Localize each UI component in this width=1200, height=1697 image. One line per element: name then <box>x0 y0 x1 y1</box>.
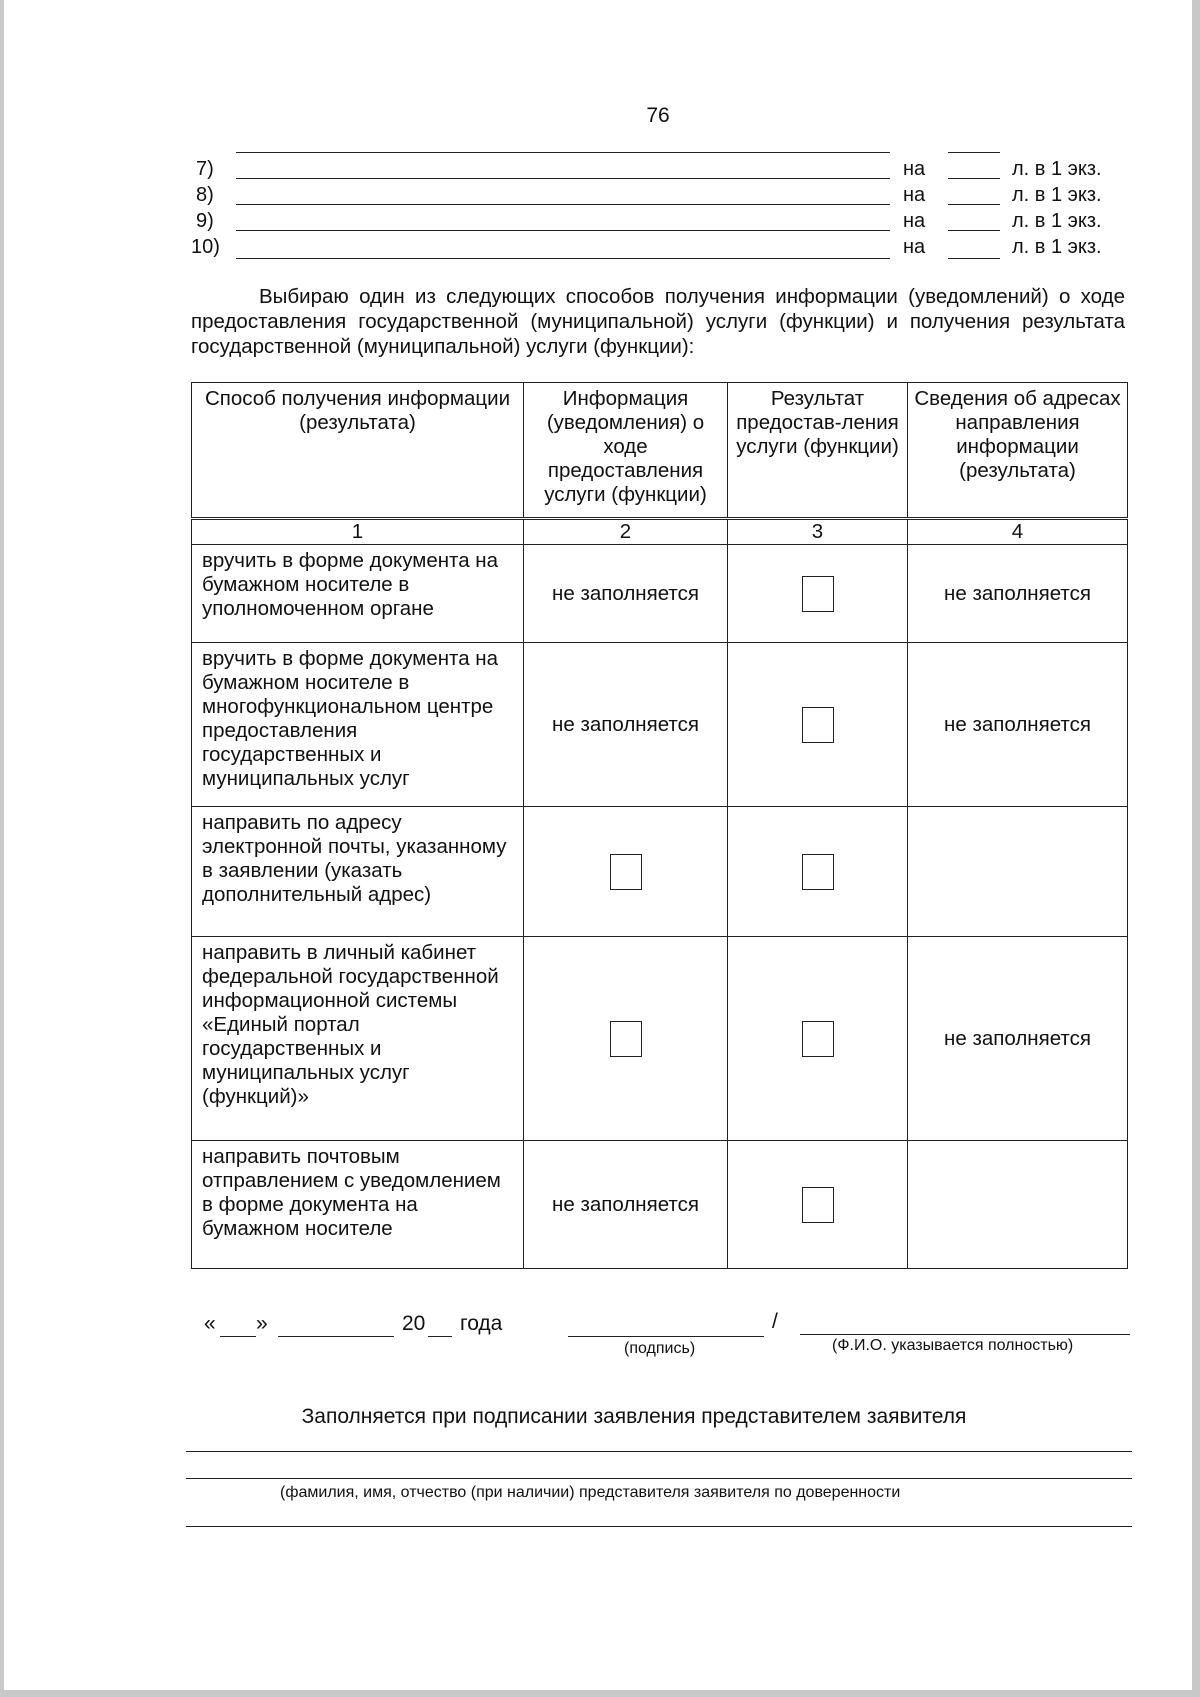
method-cell: вручить в форме документа на бумажном носителе в уполномоченном органе <box>192 545 524 643</box>
attachment-name-line <box>236 178 890 179</box>
na-label: на <box>903 236 926 258</box>
attachment-number: 8) <box>196 184 214 206</box>
year-field[interactable] <box>428 1336 452 1337</box>
address-cell[interactable] <box>908 1141 1128 1269</box>
header-address: Сведения об адресах направления информации (результата) <box>908 383 1128 519</box>
method-cell: направить почтовым отправлением с уведомлением в форме документа на бумажном носителе <box>192 1141 524 1269</box>
year-prefix: 20 <box>402 1312 426 1335</box>
attachment-count-line <box>948 204 1000 205</box>
table-row <box>192 643 1128 807</box>
address-cell: не заполняется <box>908 937 1128 1141</box>
table-row <box>192 937 1128 1141</box>
table-row <box>192 1141 1128 1269</box>
representative-line-2[interactable] <box>186 1478 1132 1479</box>
table-row <box>192 545 1128 643</box>
paragraph-text: Выбираю один из следующих способов получения информации (уведомлений) о ходе предоставления государственной (муниципальной) услуги (функции) и получения результата государственной (муниципальной) услуги (функции): <box>191 285 1125 358</box>
fio-field[interactable] <box>800 1334 1130 1335</box>
column-number: 1 <box>192 519 524 545</box>
na-label: на <box>903 184 926 206</box>
representative-title: Заполняется при подписании заявления представителем заявителя <box>301 1405 967 1428</box>
day-field[interactable] <box>220 1336 256 1337</box>
attachment-count-line <box>948 258 1000 259</box>
result-cell <box>728 545 908 643</box>
result-cell <box>728 643 908 807</box>
month-field[interactable] <box>278 1336 394 1337</box>
signature-slash: / <box>772 1310 778 1333</box>
selection-paragraph <box>191 284 1125 359</box>
attachment-line-6 <box>236 152 890 153</box>
address-cell: не заполняется <box>908 545 1128 643</box>
attachment-count-line <box>948 178 1000 179</box>
year-suffix: года <box>460 1312 503 1335</box>
copies-label: л. в 1 экз. <box>1012 236 1102 258</box>
result-cell <box>728 1141 908 1269</box>
result-checkbox[interactable] <box>802 1021 834 1057</box>
info-cell: не заполняется <box>524 1141 728 1269</box>
result-checkbox[interactable] <box>802 576 834 612</box>
info-checkbox[interactable] <box>610 1021 642 1057</box>
representative-line-3[interactable] <box>186 1526 1132 1527</box>
page-number: 76 <box>646 104 670 127</box>
info-checkbox[interactable] <box>610 854 642 890</box>
method-cell: вручить в форме документа на бумажном носителе в многофункциональном центре предоставления государственных и муниципальных услуг <box>192 643 524 807</box>
column-number: 4 <box>908 519 1128 545</box>
delivery-methods-table <box>191 382 1128 1269</box>
info-cell <box>524 807 728 937</box>
na-label: на <box>903 210 926 232</box>
result-cell <box>728 807 908 937</box>
attachment-count-line-6 <box>948 152 1000 153</box>
representative-line-1[interactable] <box>186 1451 1132 1452</box>
column-number-row <box>192 519 1128 545</box>
info-cell <box>524 937 728 1141</box>
fio-caption: (Ф.И.О. указывается полностью) <box>832 1337 1074 1354</box>
attachment-number: 10) <box>191 236 220 258</box>
address-cell: не заполняется <box>908 643 1128 807</box>
result-checkbox[interactable] <box>802 854 834 890</box>
attachment-number: 7) <box>196 158 214 180</box>
date-quote-close: » <box>256 1312 268 1335</box>
attachment-name-line <box>236 230 890 231</box>
header-method: Способ получения информации (результата) <box>192 383 524 519</box>
attachment-name-line <box>236 258 890 259</box>
table-header-row <box>192 383 1128 519</box>
attachment-count-line <box>948 230 1000 231</box>
attachment-name-line <box>236 204 890 205</box>
copies-label: л. в 1 экз. <box>1012 158 1102 180</box>
na-label: на <box>903 158 926 180</box>
date-quote-open: « <box>204 1312 216 1335</box>
header-result: Результат предостав-ления услуги (функции) <box>728 383 908 519</box>
copies-label: л. в 1 экз. <box>1012 184 1102 206</box>
result-checkbox[interactable] <box>802 707 834 743</box>
method-cell: направить в личный кабинет федеральной государственной информационной системы «Единый портал государственных и муниципальных услуг (функций)» <box>192 937 524 1141</box>
info-cell: не заполняется <box>524 545 728 643</box>
header-info: Информация (уведомления) о ходе предоставления услуги (функции) <box>524 383 728 519</box>
document-page <box>4 0 1192 1690</box>
representative-caption: (фамилия, имя, отчество (при наличии) представителя заявителя по доверенности <box>280 1484 901 1501</box>
copies-label: л. в 1 экз. <box>1012 210 1102 232</box>
table-row <box>192 807 1128 937</box>
signature-field[interactable] <box>568 1336 764 1337</box>
column-number: 3 <box>728 519 908 545</box>
result-checkbox[interactable] <box>802 1187 834 1223</box>
column-number: 2 <box>524 519 728 545</box>
result-cell <box>728 937 908 1141</box>
method-cell: направить по адресу электронной почты, указанному в заявлении (указать дополнительный адрес) <box>192 807 524 937</box>
signature-caption: (подпись) <box>624 1340 696 1357</box>
address-cell[interactable] <box>908 807 1128 937</box>
attachment-number: 9) <box>196 210 214 232</box>
info-cell: не заполняется <box>524 643 728 807</box>
